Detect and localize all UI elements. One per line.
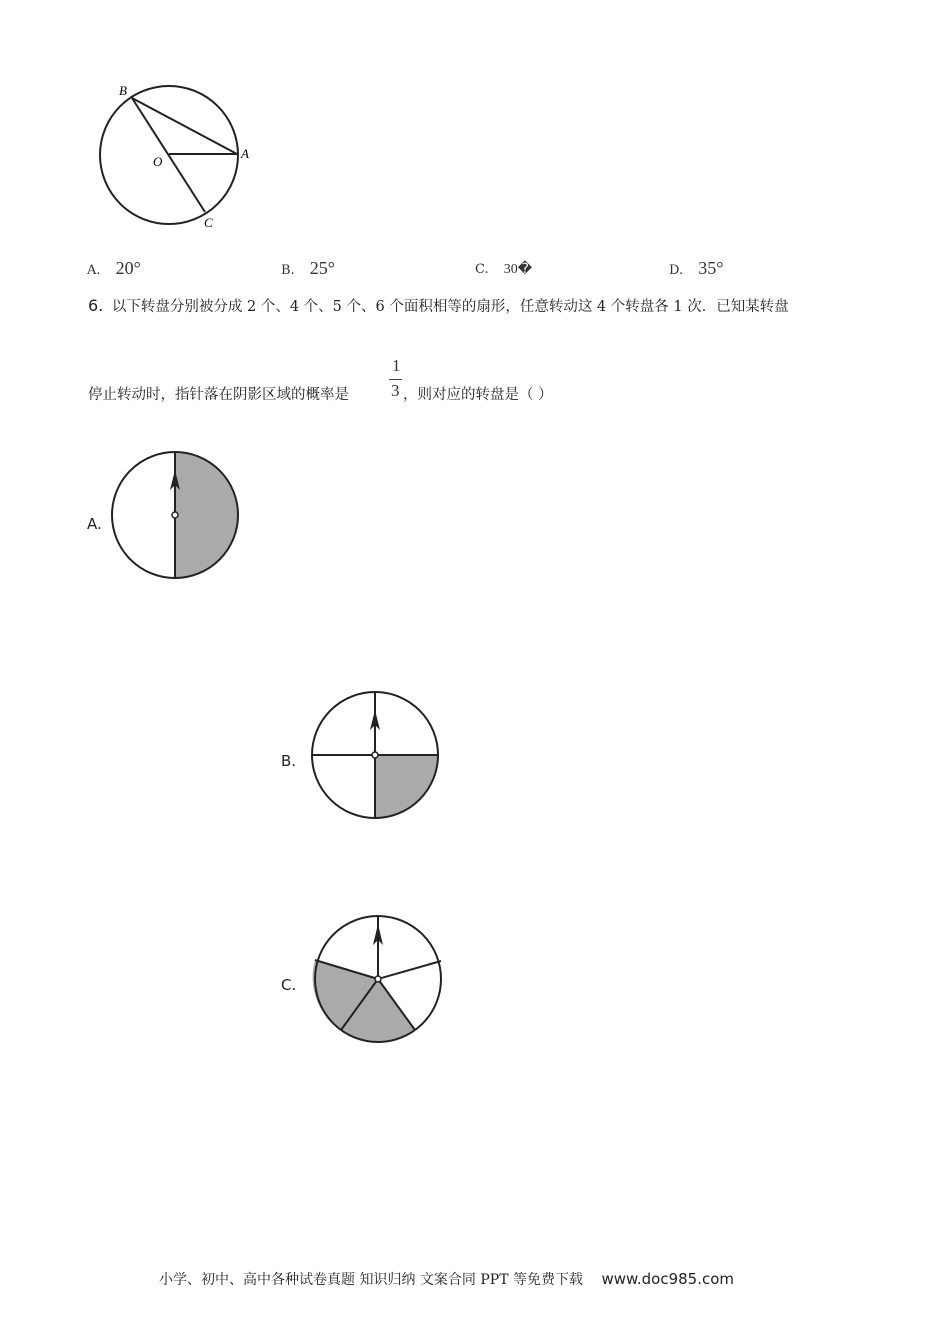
q6-line2-after: ，则对应的转盘是（ ） <box>403 387 553 403</box>
spinner-c[interactable] <box>311 912 446 1047</box>
fraction-bar <box>389 379 402 380</box>
point-label-c: C <box>204 215 213 230</box>
divider-line <box>378 961 441 979</box>
q5-option-c[interactable] <box>475 258 532 278</box>
chord-ba <box>132 98 237 154</box>
q6-option-c-label[interactable]: C. <box>281 976 297 994</box>
option-label: A. <box>87 263 101 278</box>
pivot <box>372 752 378 758</box>
pivot <box>172 512 178 518</box>
q5-option-b[interactable] <box>281 258 335 279</box>
footer-url[interactable]: www.doc985.com <box>601 1270 735 1288</box>
shaded-sector <box>175 452 238 578</box>
q6-line1 <box>88 295 789 316</box>
point-label-o: O <box>153 154 163 169</box>
fraction-numerator: 1 <box>392 356 401 375</box>
pivot <box>375 976 381 982</box>
option-value: 30� <box>503 262 533 277</box>
option-label: C. <box>475 262 489 277</box>
q5-option-d[interactable] <box>669 258 723 279</box>
fraction-denominator: 3 <box>391 381 400 400</box>
q5-option-a[interactable] <box>87 258 141 279</box>
option-label: B. <box>281 263 295 278</box>
q6-line2-before: 停止转动时，指针落在阴影区域的概率是 <box>88 387 349 403</box>
footer-text: 小学、初中、高中各种试卷真题 知识归纳 文案合同 PPT 等免费下载 <box>159 1272 583 1288</box>
spinner-b[interactable] <box>308 688 443 823</box>
spinner-a[interactable] <box>108 448 243 583</box>
q6-option-b-label[interactable]: B. <box>281 752 297 770</box>
question-text-line1: 以下转盘分别被分成 2 个、4 个、5 个、6 个面积相等的扇形，任意转动这 4 个转盘各 1 次．已知某转盘 <box>111 299 789 315</box>
option-value: 25° <box>309 258 335 278</box>
option-value: 20° <box>115 258 141 278</box>
q6-option-a-label[interactable]: A. <box>87 515 102 533</box>
circle-geometry-figure <box>90 78 260 238</box>
page-footer <box>159 1269 734 1289</box>
question-number: 6. <box>88 296 104 315</box>
option-value: 35° <box>698 258 724 278</box>
point-label-b: B <box>119 83 127 98</box>
point-label-a: A <box>241 146 249 161</box>
option-label: D. <box>669 263 684 278</box>
